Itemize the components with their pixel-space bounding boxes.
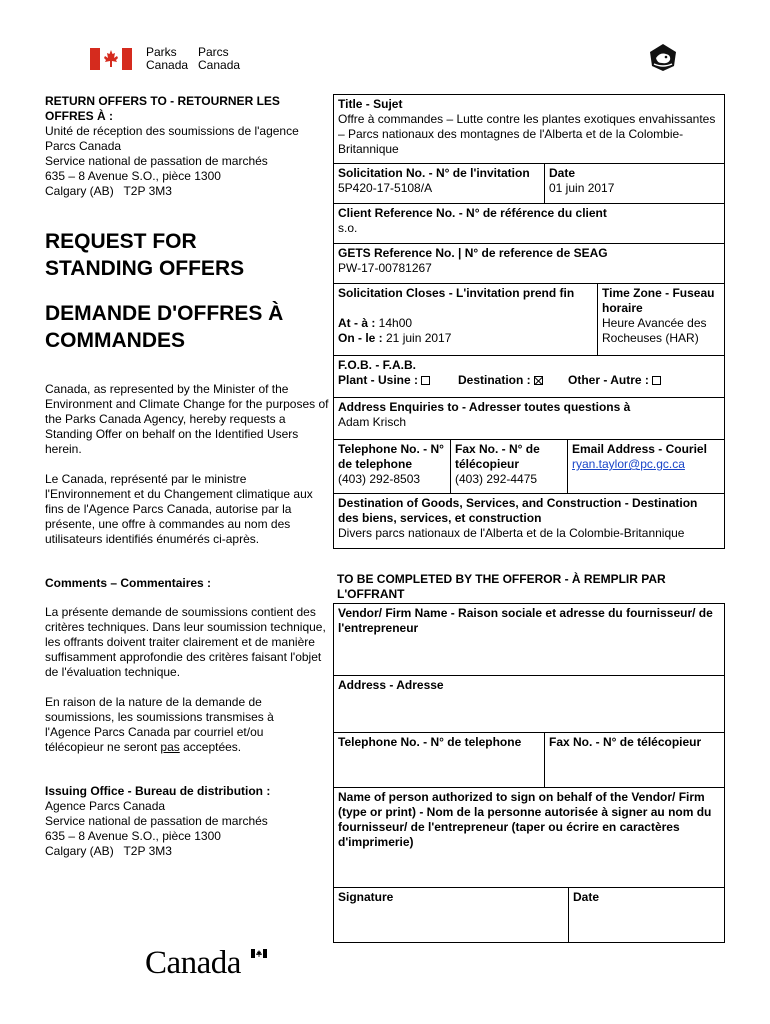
fob-label: F.O.B. - F.A.B. [338,358,416,372]
offeror-tel-label: Telephone No. - N° de telephone [338,735,522,749]
destination-label: Destination : [458,373,531,387]
offeror-tel-cell[interactable] [333,732,545,788]
other-checkbox[interactable] [652,376,661,385]
gets-label: GETS Reference No. | N° de reference de SEAG [338,246,608,260]
dest-goods-cell [333,493,725,549]
solicitation-cell [333,163,545,204]
title-label: Title - Sujet [338,97,403,111]
dest-goods-value: Divers parcs nationaux de l'Alberta et de la Colombie-Britannique [338,526,685,540]
return-line-5: Calgary (AB) T2P 3M3 [45,184,172,198]
title-en [45,228,315,282]
issuing-line-2: Service national de passation de marchés [45,814,268,828]
issuing-line-4: Calgary (AB) T2P 3M3 [45,844,172,858]
authorized-label: Name of person authorized to sign on behalf of the Vendor/ Firm (type or print) - Nom de la personne autorisée à signer au nom du fournisseur/ de l'entrepreneur (taper ou écrire en caractères d'imprimerie) [338,790,712,849]
plant-checkbox[interactable] [421,376,430,385]
issuing-office-heading: Issuing Office - Bureau de distribution : [45,784,271,798]
offeror-heading: TO BE COMPLETED BY THE OFFEROR - À REMPLIR PAR L'OFFRANT [337,572,666,601]
title-fr-line-1: DEMANDE D'OFFRES À [45,302,284,325]
on-row [338,331,593,346]
fob-cell [333,355,725,398]
comments-para-2-pre: En raison de la nature de la demande de soumissions, les soumissions transmises à l'Agence Parcs Canada par courriel et/ou télécopieur ne seront [45,695,274,754]
title-en-line-1: REQUEST FOR [45,230,197,253]
offeror-address-cell[interactable] [333,675,725,733]
fax-cell [450,439,568,494]
wordmark-flag-icon [251,949,267,958]
logo-parks-fr: Parcs [198,45,229,59]
comments-para-2-post: acceptées. [179,740,242,754]
email-cell [567,439,725,494]
fax-label: Fax No. - N° de télécopieur [455,442,540,471]
enquiries-cell [333,397,725,440]
offeror-date-label: Date [573,890,600,904]
tel-label: Telephone No. - N° de telephone [338,442,444,471]
at-row [338,316,593,331]
return-line-2: Parcs Canada [45,139,122,153]
logo-canada-en: Canada [146,58,189,72]
client-ref-label: Client Reference No. - N° de référence du client [338,206,607,220]
title-fr-line-2: COMMANDES [45,329,185,352]
canada-flag-icon [90,48,132,70]
vendor-label: Vendor/ Firm Name - Raison sociale et adresse du fournisseur/ de l'entrepreneur [338,606,713,635]
enquiries-value: Adam Krisch [338,415,407,429]
at-value: 14h00 [375,316,413,330]
gets-cell [333,243,725,284]
authorized-cell[interactable] [333,787,725,888]
vendor-cell[interactable] [333,603,725,676]
return-offers-block [45,94,310,199]
canada-wordmark [145,945,270,985]
enquiries-label: Address Enquiries to - Adresser toutes questions à [338,400,631,414]
client-ref-cell [333,203,725,244]
timezone-value: Heure Avancée des Rocheuses (HAR) [602,316,707,345]
parks-canada-signature [90,46,250,74]
return-line-4: 635 – 8 Avenue S.O., pièce 1300 [45,169,221,183]
timezone-cell [597,283,725,356]
title-fr [45,300,325,354]
timezone-label: Time Zone - Fuseau horaire [602,286,715,315]
beaver-emblem-icon [646,42,680,72]
date-value: 01 juin 2017 [549,181,615,195]
solicitation-label: Solicitation No. - N° de l'invitation [338,166,530,180]
on-value: 21 juin 2017 [382,331,452,345]
email-link[interactable]: ryan.taylor@pc.gc.ca [572,457,685,471]
on-label: On - le : [338,331,383,345]
closes-label: Solicitation Closes - L'invitation prend fin [338,286,575,300]
plant-label: Plant - Usine : [338,373,419,387]
return-line-3: Service national de passation de marchés [45,154,268,168]
issuing-office-block [45,784,325,859]
email-label: Email Address - Couriel [572,442,707,456]
fax-value: (403) 292-4475 [455,472,538,486]
offeror-fax-label: Fax No. - N° de télécopieur [549,735,702,749]
at-label: At - à : [338,316,376,330]
destination-checkbox[interactable] [534,376,543,385]
signature-cell[interactable] [333,887,569,943]
tel-value: (403) 292-8503 [338,472,421,486]
title-value: Offre à commandes – Lutte contre les plantes exotiques envahissantes – Parcs nationaux des montagnes de l'Alberta et de la Colombie-Britannique [338,112,716,156]
title-cell [333,94,725,164]
signature-label: Signature [338,890,394,904]
date-label: Date [549,166,576,180]
comments-para-2 [45,695,315,755]
closes-cell [333,283,598,356]
gets-value: PW-17-00781267 [338,261,432,275]
other-label: Other - Autre : [568,373,649,387]
return-offers-heading: RETURN OFFERS TO - RETOURNER LES OFFRES À : [45,94,280,123]
offeror-address-label: Address - Adresse [338,678,444,692]
solicitation-value: 5P420-17-5108/A [338,181,433,195]
offeror-date-cell[interactable] [568,887,725,943]
logo-canada-fr: Canada [198,58,241,72]
issuing-line-1: Agence Parcs Canada [45,799,166,813]
date-cell [544,163,725,204]
canada-wordmark-text: Canada [145,945,241,981]
intro-en: Canada, as represented by the Minister of the Environment and Climate Change for the purposes of the Parks Canada Agency, hereby requests a Standing Offer on behalf on the Identified Users herein. [45,382,329,456]
dest-goods-label: Destination of Goods, Services, and Construction - Destination des biens, services, et construction [338,496,698,525]
comments-heading: Comments – Commentaires : [45,576,212,590]
client-ref-value: s.o. [338,221,358,235]
offeror-fax-cell[interactable] [544,732,725,788]
intro-fr: Le Canada, représenté par le ministre l'Environnement et du Changement climatique aux fins de l'Agence Parcs Canada, autorise par la présente, une offre à commandes au nom des utilisateurs identifiés énumérés ci-après. [45,472,313,546]
tel-cell [333,439,451,494]
issuing-line-3: 635 – 8 Avenue S.O., pièce 1300 [45,829,221,843]
logo-parks-en: Parks [146,45,177,59]
comments-para-2-underline: pas [160,740,180,754]
title-en-line-2: STANDING OFFERS [45,257,245,280]
fob-options [338,373,720,388]
return-line-1: Unité de réception des soumissions de l'agence [45,124,299,138]
comments-para-1: La présente demande de soumissions contient des critères techniques. Dans leur soumission technique, les offrants doivent traiter clairement et de manière suffisamment approfondie des critères faisant l'objet de l'évaluation technique. [45,605,326,679]
